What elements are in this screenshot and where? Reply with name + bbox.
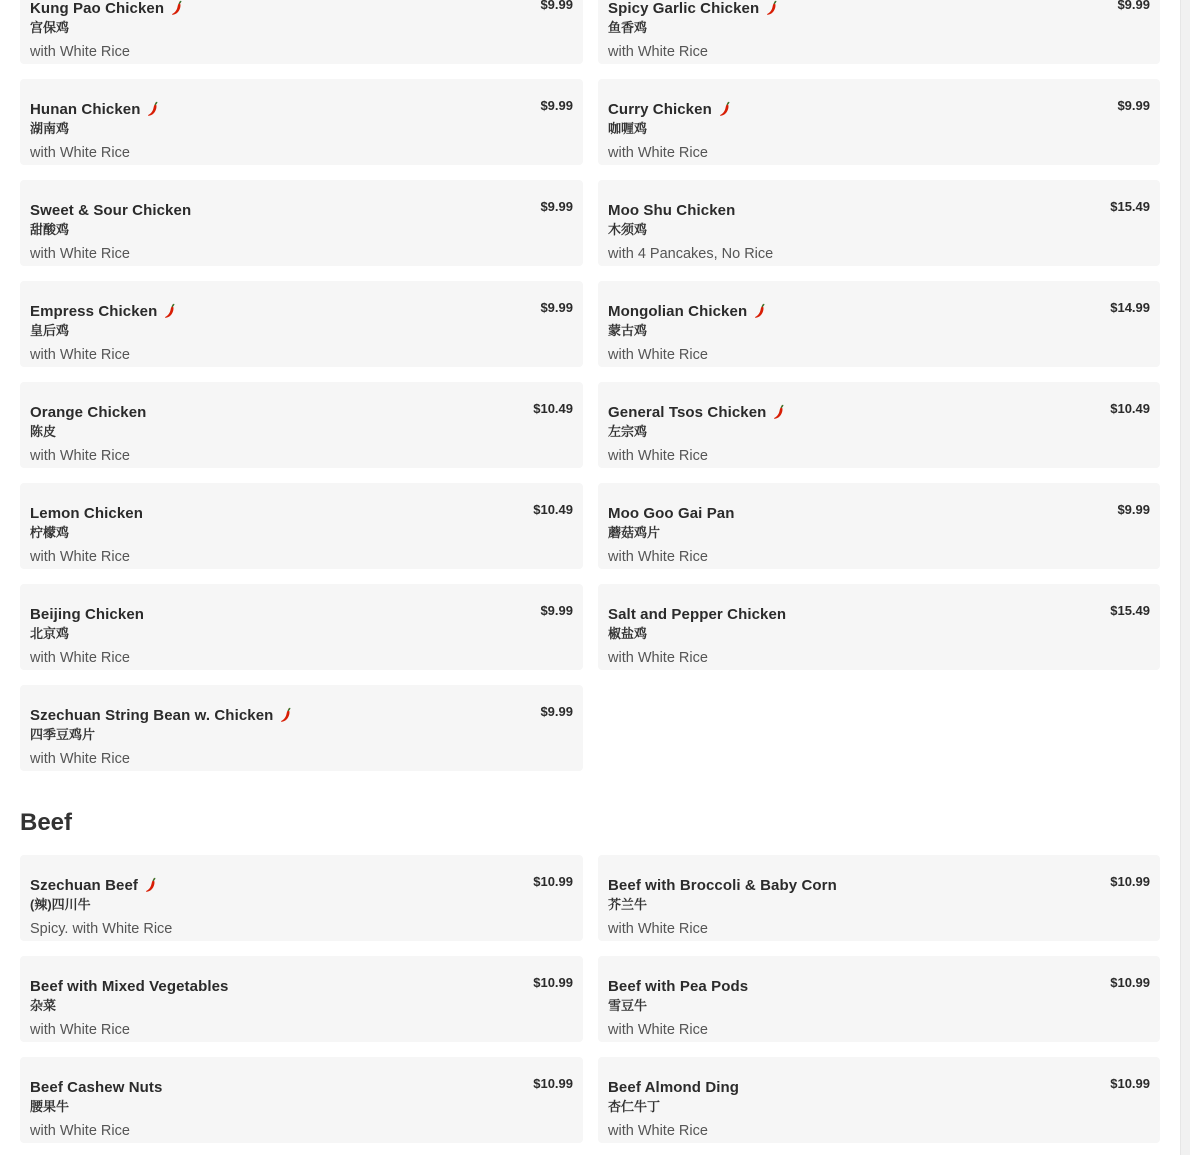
menu-item-card[interactable] (20, 180, 583, 266)
menu-item-card[interactable] (598, 79, 1160, 165)
menu-item-name: Beef with Broccoli & Baby Corn (608, 876, 837, 894)
menu-item-name: Moo Shu Chicken (608, 201, 736, 219)
menu-item-name-row (30, 0, 573, 18)
menu-item-card[interactable] (598, 855, 1160, 941)
menu-item-card[interactable] (598, 956, 1160, 1042)
page-scrollbar[interactable] (1180, 0, 1190, 1155)
menu-item-name-row (30, 1077, 573, 1097)
menu-item-price: $10.99 (1110, 975, 1150, 990)
menu-item-name-row (30, 301, 573, 321)
menu-item-chinese-name: 四季豆鸡片 (30, 727, 96, 742)
menu-item-name: Kung Pao Chicken (30, 0, 165, 17)
menu-item-chinese-name: 宫保鸡 (30, 20, 70, 35)
menu-item-name-row (608, 0, 1150, 18)
menu-item-price: $10.99 (533, 874, 573, 889)
menu-item-name-row (608, 301, 1150, 321)
menu-item-price: $15.49 (1110, 199, 1150, 214)
menu-item-price: $9.99 (1117, 502, 1150, 517)
menu-item-description: with White Rice (608, 549, 708, 565)
menu-item-name: Beef Almond Ding (608, 1078, 740, 1096)
menu-item-chinese-name: 咖喱鸡 (608, 121, 648, 136)
menu-item-name-row (30, 402, 573, 422)
menu-item-name-row (30, 200, 573, 220)
menu-item-description: with White Rice (608, 347, 708, 363)
menu-item-name: Szechuan Beef (30, 876, 138, 894)
menu-item-description: with White Rice (608, 921, 708, 937)
menu-item-chinese-name: 陈皮 (30, 424, 57, 439)
menu-item-card[interactable] (598, 382, 1160, 468)
menu-item-chinese-name: 杏仁牛丁 (608, 1099, 661, 1114)
menu-item-price: $10.49 (533, 502, 573, 517)
menu-item-card[interactable] (20, 281, 583, 367)
menu-item-card[interactable] (20, 382, 583, 468)
menu-item-description: with White Rice (30, 751, 130, 767)
menu-item-chinese-name: 椒盐鸡 (608, 626, 648, 641)
menu-item-card[interactable] (20, 956, 583, 1042)
menu-item-card[interactable] (598, 180, 1160, 266)
menu-item-description: with White Rice (608, 1022, 708, 1038)
menu-item-card[interactable] (20, 584, 583, 670)
menu-item-description: with White Rice (30, 448, 130, 464)
menu-item-chinese-name: 皇后鸡 (30, 323, 70, 338)
menu-item-chinese-name: 左宗鸡 (608, 424, 648, 439)
menu-item-price: $9.99 (540, 199, 573, 214)
menu-item-name: Beef with Pea Pods (608, 977, 749, 995)
menu-item-name-row (608, 604, 1150, 624)
chili-pepper-icon (164, 303, 176, 319)
menu-item-name: Beef with Mixed Vegetables (30, 977, 229, 995)
menu-item-name: Curry Chicken (608, 100, 712, 118)
menu-item-name-row (608, 402, 1150, 422)
menu-item-name: Moo Goo Gai Pan (608, 504, 735, 522)
menu-item-name: Beijing Chicken (30, 605, 145, 623)
menu-item-name: Beef Cashew Nuts (30, 1078, 163, 1096)
menu-content (20, 0, 1160, 1143)
menu-item-name: General Tsos Chicken (608, 403, 767, 421)
menu-item-name: Mongolian Chicken (608, 302, 748, 320)
menu-item-chinese-name: 鱼香鸡 (608, 20, 648, 35)
menu-item-card[interactable] (598, 281, 1160, 367)
menu-item-chinese-name: 木须鸡 (608, 222, 648, 237)
menu-item-price: $9.99 (540, 0, 573, 12)
menu-item-description: with White Rice (30, 44, 130, 60)
menu-item-chinese-name: 芥兰牛 (608, 897, 648, 912)
menu-item-name-row (30, 604, 573, 624)
beef-items-grid (20, 855, 1160, 1143)
menu-item-price: $10.99 (533, 1076, 573, 1091)
menu-item-chinese-name: 蘑菇鸡片 (608, 525, 661, 540)
menu-item-card[interactable] (598, 483, 1160, 569)
menu-item-name: Salt and Pepper Chicken (608, 605, 787, 623)
menu-item-card[interactable] (20, 0, 583, 64)
menu-item-card[interactable] (20, 79, 583, 165)
menu-item-chinese-name: 甜酸鸡 (30, 222, 70, 237)
menu-item-price: $10.99 (1110, 874, 1150, 889)
menu-item-name: Empress Chicken (30, 302, 158, 320)
menu-item-description: with White Rice (30, 347, 130, 363)
menu-item-description: with White Rice (608, 145, 708, 161)
menu-item-description: with White Rice (30, 1022, 130, 1038)
menu-item-price: $9.99 (540, 98, 573, 113)
menu-item-chinese-name: 湖南鸡 (30, 121, 70, 136)
menu-item-price: $10.49 (1110, 401, 1150, 416)
menu-item-price: $15.49 (1110, 603, 1150, 618)
menu-item-name: Szechuan String Bean w. Chicken (30, 706, 274, 724)
menu-item-card[interactable] (20, 1057, 583, 1143)
menu-item-card[interactable] (598, 1057, 1160, 1143)
chili-pepper-icon (754, 303, 766, 319)
menu-item-card[interactable] (20, 855, 583, 941)
menu-item-name: Spicy Garlic Chicken (608, 0, 760, 17)
chili-pepper-icon (719, 101, 731, 117)
menu-item-chinese-name: 蒙古鸡 (608, 323, 648, 338)
chili-pepper-icon (171, 0, 183, 16)
menu-item-name: Lemon Chicken (30, 504, 143, 522)
menu-item-price: $10.49 (533, 401, 573, 416)
menu-item-description: with White Rice (30, 1123, 130, 1139)
menu-item-chinese-name: 柠檬鸡 (30, 525, 70, 540)
menu-item-name-row (608, 1077, 1150, 1097)
menu-item-price: $14.99 (1110, 300, 1150, 315)
menu-item-name-row (30, 99, 573, 119)
menu-item-name-row (30, 503, 573, 523)
section-title-beef: Beef (20, 809, 73, 836)
menu-item-card[interactable] (598, 0, 1160, 64)
menu-item-price: $9.99 (540, 704, 573, 719)
menu-item-chinese-name: 雪豆牛 (608, 998, 648, 1013)
menu-item-description: with White Rice (30, 650, 130, 666)
menu-item-card[interactable] (598, 584, 1160, 670)
menu-item-name-row (608, 976, 1150, 996)
menu-item-name: Sweet & Sour Chicken (30, 201, 192, 219)
menu-item-chinese-name: 北京鸡 (30, 626, 70, 641)
menu-item-description: with White Rice (30, 549, 130, 565)
menu-item-description: with 4 Pancakes, No Rice (608, 246, 774, 262)
menu-item-price: $9.99 (1117, 0, 1150, 12)
menu-item-description: with White Rice (608, 1123, 708, 1139)
menu-item-price: $10.99 (533, 975, 573, 990)
menu-item-name-row (608, 200, 1150, 220)
menu-item-description: with White Rice (608, 650, 708, 666)
menu-item-card[interactable] (20, 483, 583, 569)
menu-item-chinese-name: 杂菜 (30, 998, 57, 1013)
menu-item-description: with White Rice (608, 44, 708, 60)
menu-item-name-row (30, 705, 573, 725)
chicken-items-grid (20, 0, 1160, 771)
menu-item-price: $9.99 (1117, 98, 1150, 113)
menu-item-description: Spicy. with White Rice (30, 921, 173, 937)
menu-item-description: with White Rice (30, 145, 130, 161)
chili-pepper-icon (766, 0, 778, 16)
menu-item-name-row (30, 875, 573, 895)
menu-item-chinese-name: (辣)四川牛 (30, 897, 91, 912)
menu-item-chinese-name: 腰果牛 (30, 1099, 70, 1114)
menu-item-price: $10.99 (1110, 1076, 1150, 1091)
menu-item-name-row (30, 976, 573, 996)
menu-item-name: Orange Chicken (30, 403, 147, 421)
menu-item-name-row (608, 875, 1150, 895)
menu-item-description: with White Rice (30, 246, 130, 262)
menu-item-description: with White Rice (608, 448, 708, 464)
menu-item-name-row (608, 503, 1150, 523)
menu-item-name: Hunan Chicken (30, 100, 141, 118)
chili-pepper-icon (145, 877, 157, 893)
menu-item-price: $9.99 (540, 603, 573, 618)
menu-item-card[interactable] (20, 685, 583, 771)
chili-pepper-icon (773, 404, 785, 420)
chili-pepper-icon (280, 707, 292, 723)
menu-item-price: $9.99 (540, 300, 573, 315)
menu-item-name-row (608, 99, 1150, 119)
chili-pepper-icon (147, 101, 159, 117)
